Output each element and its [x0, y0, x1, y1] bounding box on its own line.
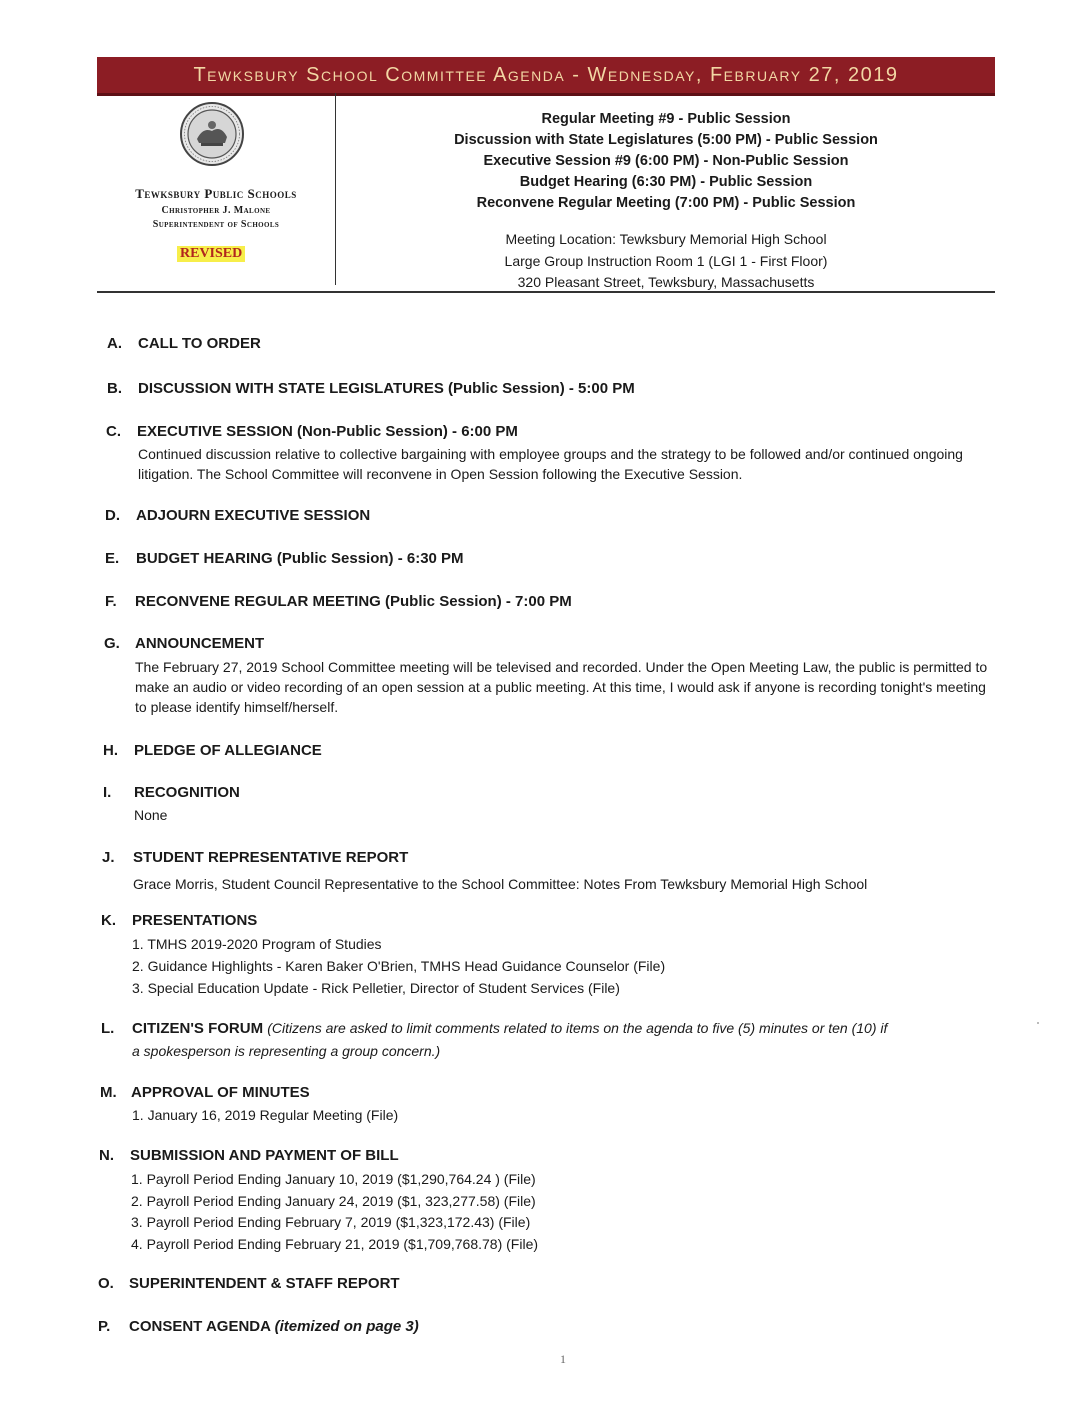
- item-letter: B.: [107, 380, 122, 397]
- item-description: None: [134, 807, 168, 823]
- item-description: Continued discussion relative to collective bargaining with employee groups and the strategy to be followed and/or continued ongoing litigation. The School Committee will reconvene in Open Session following the Executive Session.: [138, 446, 963, 482]
- meeting-location: [337, 229, 995, 294]
- item-title: CITIZEN'S FORUM: [132, 1020, 264, 1037]
- revised-badge: REVISED: [177, 246, 245, 262]
- item-title-note: (Citizens are asked to limit comments related to items on the agenda to five (5) minutes or ten (10) if: [267, 1020, 888, 1036]
- item-title: CONSENT AGENDA: [129, 1318, 271, 1335]
- item-description: a spokesperson is representing a group concern.): [132, 1043, 441, 1059]
- item-description: The February 27, 2019 School Committee meeting will be televised and recorded. Under the Open Meeting Law, the public is permitted to make an audio or video recording of an open session at a public meeting. At this time, I would ask if anyone is recording tonight's meeting to please identify himself/herself.: [135, 659, 988, 715]
- district-name: Tewksbury Public Schools: [135, 186, 297, 201]
- location-line: Meeting Location: Tewksbury Memorial High School: [505, 231, 827, 247]
- location-line: Large Group Instruction Room 1 (LGI 1 - First Floor): [504, 252, 828, 269]
- item-letter: H.: [103, 742, 118, 759]
- item-title: CALL TO ORDER: [138, 335, 261, 352]
- item-title: SUBMISSION AND PAYMENT OF BILL: [130, 1147, 399, 1164]
- item-title: SUPERINTENDENT & STAFF REPORT: [129, 1275, 400, 1292]
- item-title: ADJOURN EXECUTIVE SESSION: [136, 507, 371, 524]
- item-letter: E.: [105, 550, 120, 567]
- item-letter: O.: [98, 1275, 114, 1292]
- item-letter: D.: [105, 507, 120, 524]
- agenda-banner: Tewksbury School Committee Agenda - Wednesday, February 27, 2019: [97, 57, 995, 96]
- item-description: Grace Morris, Student Council Representative to the School Committee: Notes From Tewksbury Memorial High School: [133, 876, 868, 892]
- item-title: APPROVAL OF MINUTES: [131, 1084, 310, 1101]
- item-letter: F.: [105, 593, 117, 610]
- header-divider: [97, 291, 995, 293]
- item-title: DISCUSSION WITH STATE LEGISLATURES (Public Session) - 5:00 PM: [138, 380, 635, 397]
- item-letter: P.: [98, 1318, 111, 1335]
- district-block: [97, 93, 336, 285]
- item-letter: K.: [101, 912, 116, 929]
- item-title: STUDENT REPRESENTATIVE REPORT: [133, 849, 409, 866]
- town-seal-icon: [179, 101, 245, 167]
- session-line: Executive Session #9 (6:00 PM) - Non-Public Session: [483, 153, 849, 169]
- item-title: EXECUTIVE SESSION (Non-Public Session) - 6:00 PM: [137, 423, 518, 440]
- item-letter: A.: [107, 335, 122, 352]
- item-letter: C.: [106, 423, 121, 440]
- item-title-note: (itemized on page 3): [274, 1318, 419, 1335]
- session-line: Reconvene Regular Meeting (7:00 PM) - Public Session: [476, 195, 856, 211]
- session-list: [337, 109, 995, 214]
- item-letter: I.: [103, 784, 112, 801]
- item-description: 1. TMHS 2019-2020 Program of Studies 2. Guidance Highlights - Karen Baker O'Brien, TMHS Head Guidance Counselor (File) 3. Special Education Update - Rick Pelletier, Director of Student Services (File): [132, 936, 666, 996]
- item-description: 1. January 16, 2019 Regular Meeting (File): [132, 1107, 399, 1123]
- page-number: 1: [560, 1352, 566, 1366]
- item-title: RECONVENE REGULAR MEETING (Public Session) - 7:00 PM: [135, 593, 572, 610]
- session-line: Budget Hearing (6:30 PM) - Public Session: [519, 174, 813, 190]
- item-title: PRESENTATIONS: [132, 912, 258, 929]
- item-title: ANNOUNCEMENT: [135, 635, 265, 652]
- item-letter: L.: [101, 1020, 115, 1037]
- item-letter: N.: [99, 1147, 114, 1164]
- item-title: RECOGNITION: [134, 784, 240, 801]
- item-title: PLEDGE OF ALLEGIANCE: [134, 742, 322, 759]
- item-title: BUDGET HEARING (Public Session) - 6:30 PM: [136, 550, 464, 567]
- location-line: 320 Pleasant Street, Tewksbury, Massachusetts: [517, 274, 815, 290]
- session-line: Discussion with State Legislatures (5:00 PM) - Public Session: [454, 132, 878, 148]
- item-letter: G.: [104, 635, 120, 652]
- superintendent-name: Christopher J. Malone: [161, 205, 271, 216]
- item-description: 1. Payroll Period Ending January 10, 2019 ($1,290,764.24 ) (File) 2. Payroll Period Ending January 24, 2019 ($1, 323,277.58) (File) 3. Payroll Period Ending February 7, 2019 ($1,323,172.43) (File) 4. Payroll Period Ending February 21, 2019 ($1,709,768.78) (File): [131, 1171, 539, 1252]
- item-letter: J.: [102, 849, 115, 866]
- meeting-info-block: [337, 93, 995, 291]
- item-letter: M.: [100, 1084, 117, 1101]
- scan-speck: [1037, 1022, 1039, 1024]
- session-line: Regular Meeting #9 - Public Session: [541, 111, 791, 127]
- superintendent-title: Superintendent of Schools: [152, 219, 280, 230]
